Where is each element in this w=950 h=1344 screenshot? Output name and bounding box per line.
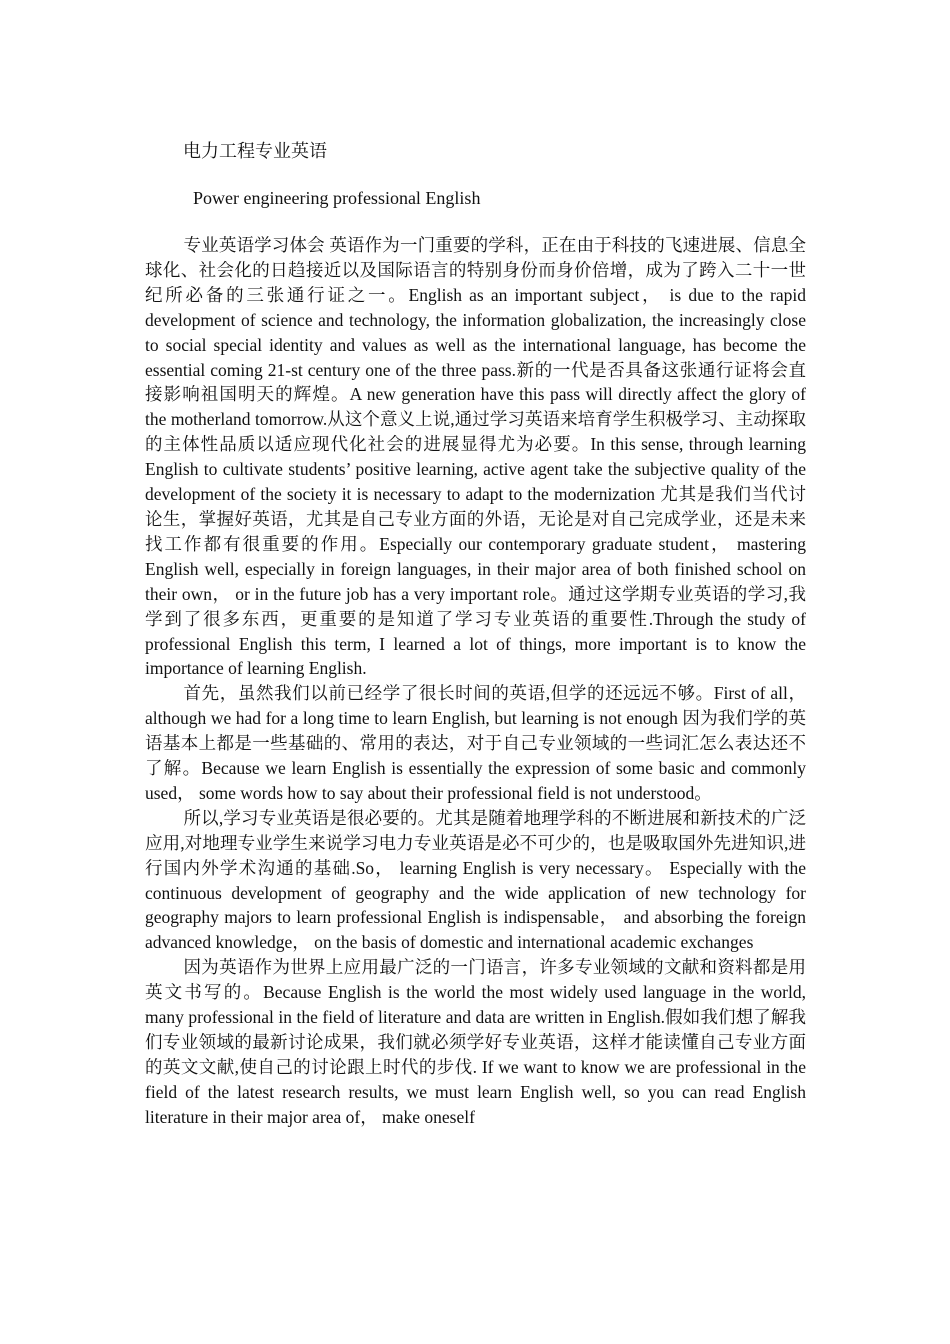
document-title-chinese: 电力工程专业英语	[183, 141, 327, 161]
paragraph: 因为英语作为世界上应用最广泛的一门语言，许多专业领域的文献和资料都是用英文书写的。Because English is the world the most widely used language in the world, many professional in the field of literature and data are written in English.假如我们想了解我们专业领域的最新讨论成果，我们就必须学好专业英语，这样才能读懂自己专业方面的英文文献,使自己的讨论跟上时代的步伐. If we want to know we are professional in the field of the latest research results, we must learn English well, so you can read English literature in their major area of， make oneself	[145, 957, 806, 1127]
paragraph: 专业英语学习体会 英语作为一门重要的学科，正在由于科技的飞速进展、信息全球化、社会化的日趋接近以及国际语言的特别身份而身价倍增，成为了跨入二十一世纪所必备的三张通行证之一。English as an important subject， is due to the rapid development of science and technology, the information globalization, the increasingly close to social special identity and values as well as the international language, has become the essential coming 21-st century one of the three pass.新的一代是否具备这张通行证将会直接影响祖国明天的辉煌。A new generation have this pass will directly affect the glory of the motherland tomorrow.从这个意义上说,通过学习英语来培育学生积极学习、主动探取的主体性品质以适应现代化社会的进展显得尤为必要。In this sense, through learning English to cultivate students’ positive learning, active agent take the subjective quality of the development of the society it is necessary to adapt to the modernization 尤其是我们当代讨论生，掌握好英语，尤其是自己专业方面的外语，无论是对自己完成学业，还是未来找工作都有很重要的作用。Especially our contemporary graduate student， mastering English well, especially in foreign languages, in their major area of both finished school on their own， or in the future job has a very important role。通过这学期专业英语的学习,我学到了很多东西，更重要的是知道了学习专业英语的重要性.Through the study of professional English this term, I learned a lot of things, more important is to know the importance of learning English.	[145, 235, 806, 679]
paragraph: 所以,学习专业英语是很必要的。尤其是随着地理学科的不断进展和新技术的广泛应用,对地理专业学生来说学习电力专业英语是必不可少的，也是吸取国外先进知识,进行国内外学术沟通的基础.So， learning English is very necessary。 Especially with the continuous development of geography and the wide application of new technology for geography majors to learn professional English is indispensable， and absorbing the foreign advanced knowledge， on the basis of domestic and international academic exchanges	[145, 807, 806, 953]
document-body	[145, 233, 806, 1130]
document-title-english: Power engineering professional English	[193, 188, 481, 208]
paragraph: 首先，虽然我们以前已经学了很长时间的英语,但学的还远远不够。First of all， although we had for a long time to learn English, but learning is not enough 因为我们学的英语基本上都是一些基础的、常用的表达，对于自己专业领域的一些词汇怎么表达还不了解。Because we learn English is essentially the expression of some basic and commonly used， some words how to say about their professional field is not understood。	[145, 683, 806, 803]
